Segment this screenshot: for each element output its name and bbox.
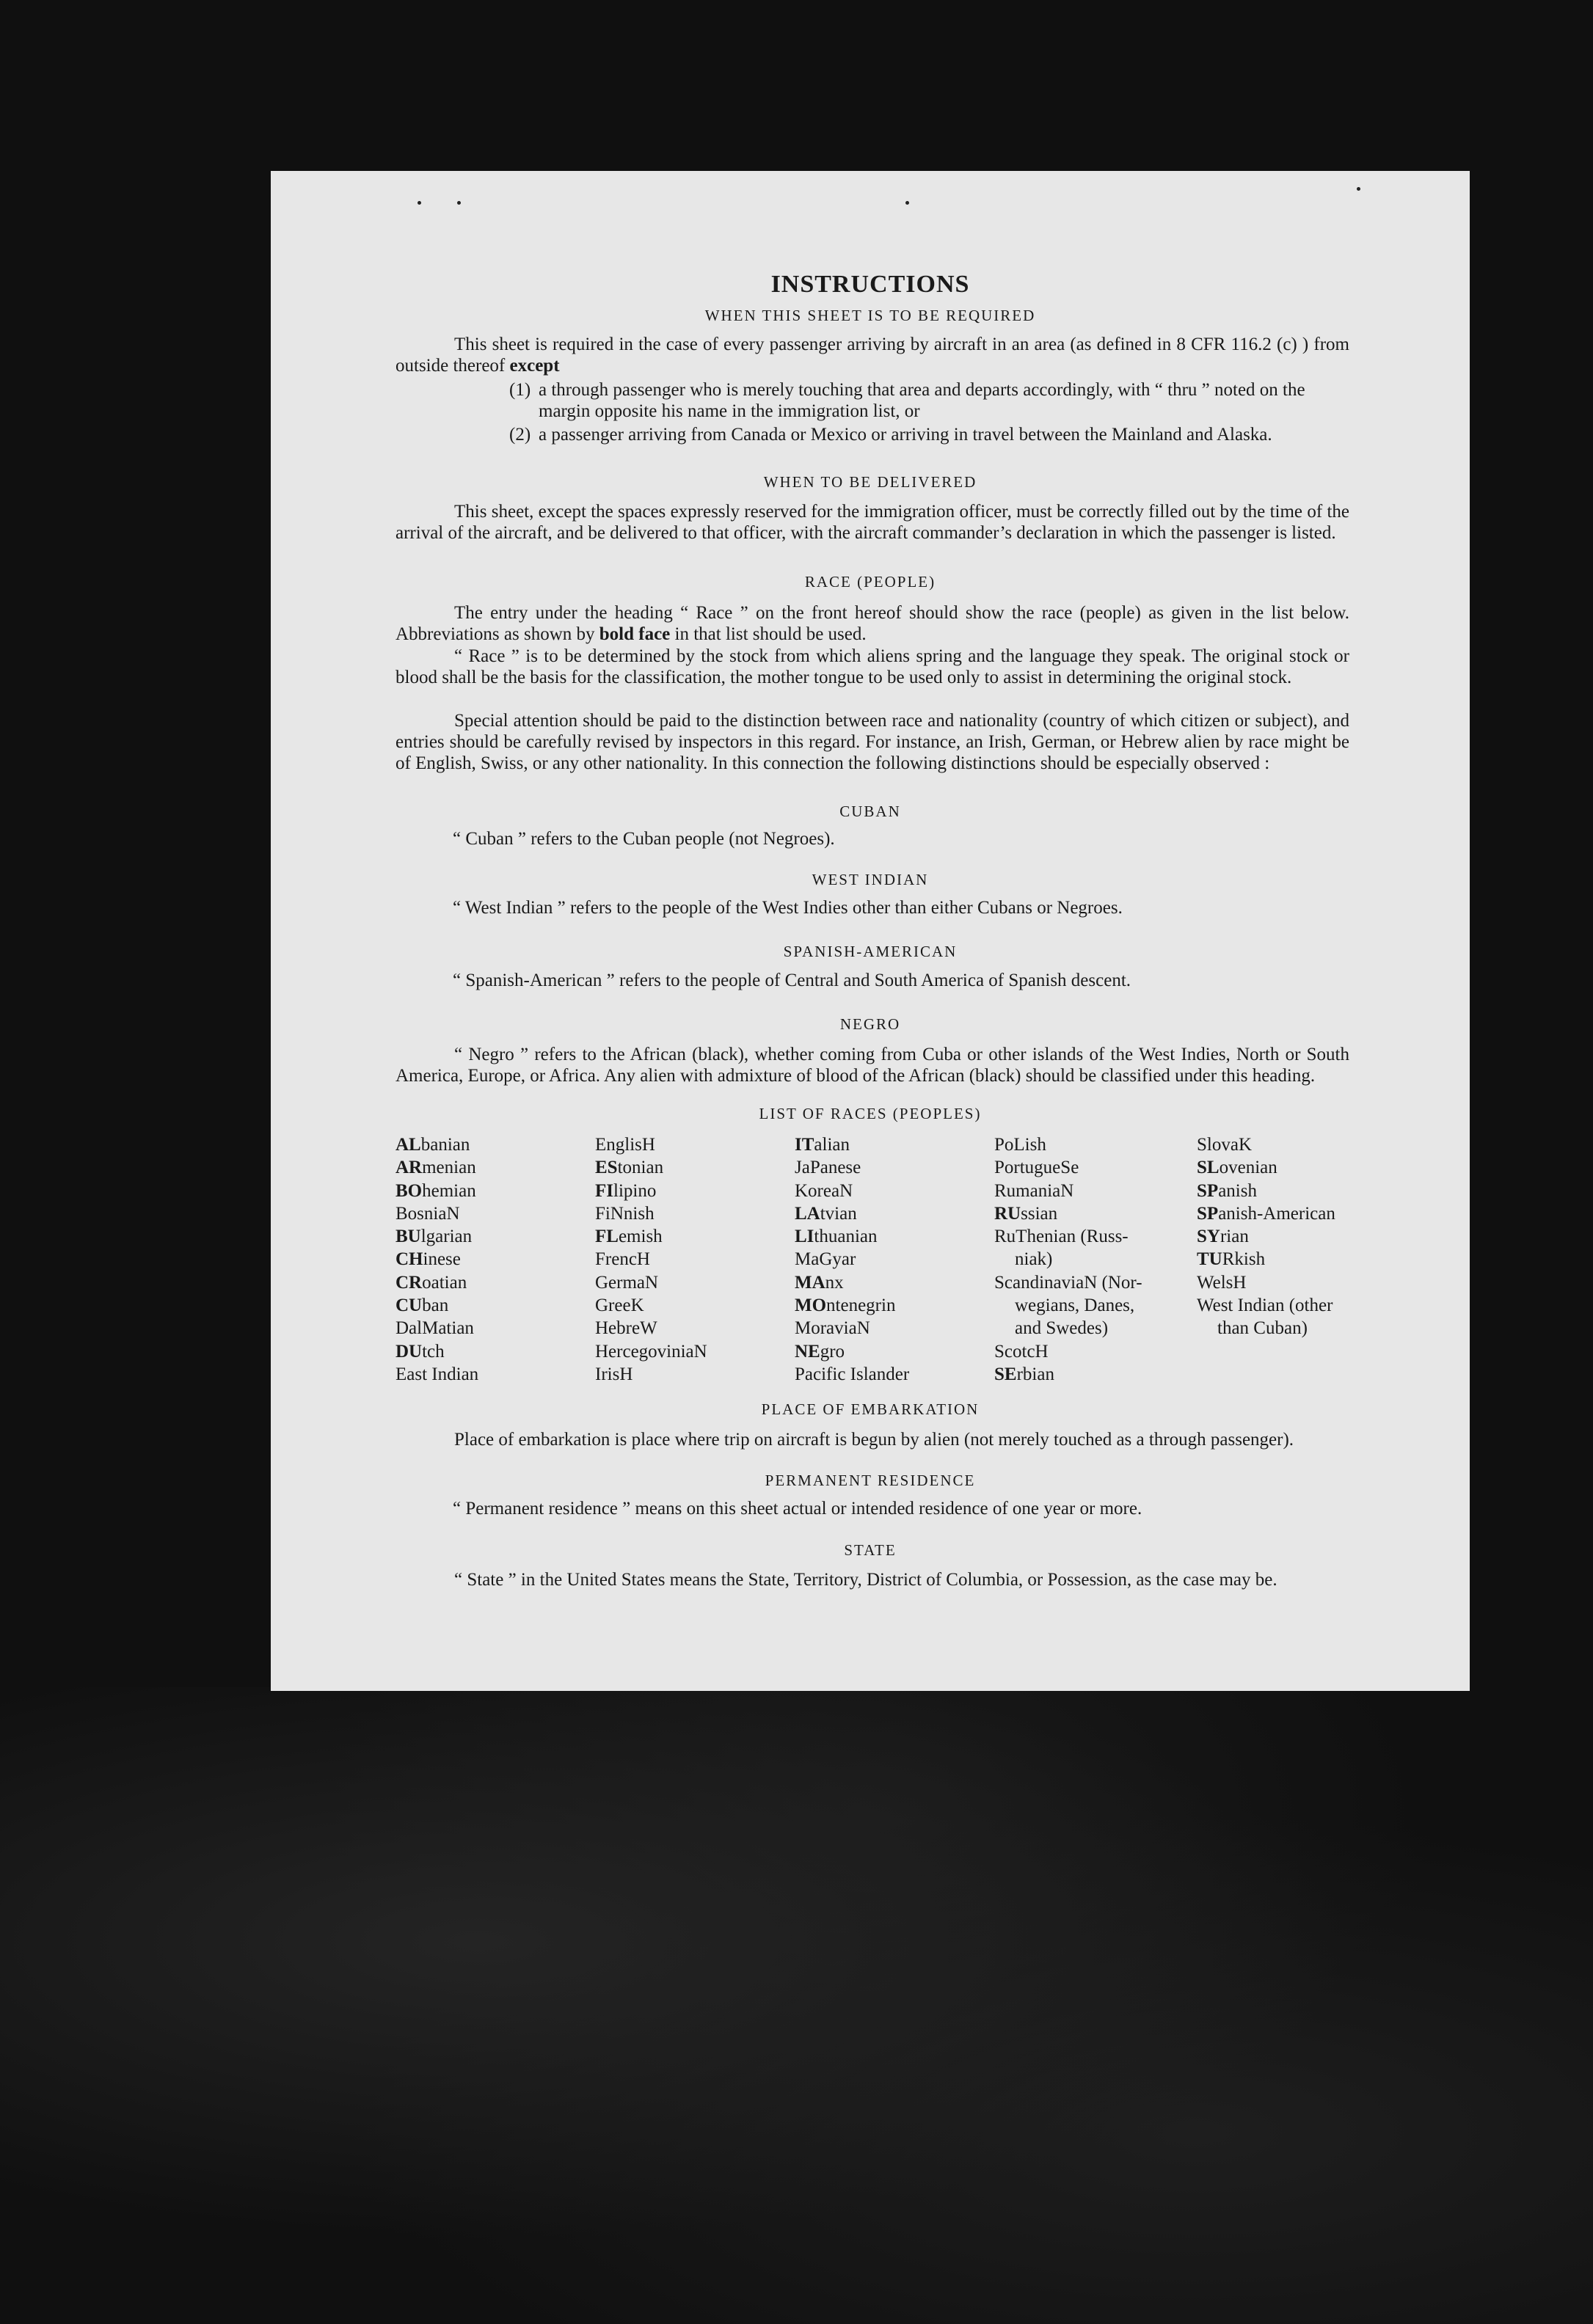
race-entry <box>395 1180 594 1202</box>
race-name: nx <box>825 1272 844 1293</box>
race-entry <box>1197 1225 1395 1248</box>
race-entry <box>795 1317 993 1340</box>
race-abbreviation: MA <box>795 1272 825 1293</box>
when-required-intro: This sheet is required in the case of every passenger arriving by aircraft in an area (as defined in 8 CFR 116.2 (c) ) from outside thereof except <box>395 335 1349 376</box>
race-entry <box>395 1156 594 1179</box>
race-abbreviation: TU <box>1197 1249 1222 1270</box>
race-entry <box>994 1340 1192 1363</box>
race-name: gro <box>820 1341 845 1362</box>
race-entry <box>595 1202 793 1225</box>
race-entry <box>595 1180 793 1202</box>
heading-spanish-american: SPANISH-AMERICAN <box>783 943 958 960</box>
races-column-1 <box>395 1133 594 1386</box>
race-name: tvian <box>820 1203 857 1224</box>
race-entry <box>595 1363 793 1386</box>
scan-speck <box>1357 187 1360 191</box>
race-name-tail: N <box>693 1341 707 1362</box>
race-name: DalMatian <box>395 1318 474 1339</box>
race-name: ban <box>422 1296 449 1316</box>
race-abbreviation: SP <box>1197 1203 1219 1224</box>
races-column-3 <box>795 1133 993 1386</box>
scan-speck <box>905 201 909 205</box>
race-abbreviation: RU <box>994 1203 1021 1224</box>
race-name: rian <box>1220 1227 1249 1247</box>
race-entry <box>994 1225 1192 1248</box>
race-name: RuThenian (Russ- <box>994 1227 1129 1247</box>
race-entry <box>595 1156 793 1179</box>
race-paragraph-2: “ Race ” is to be determined by the stock from which aliens spring and the language they speak. The original stock or blood shall be the basis for the classification, the mother tongue to be used only to assist in determining the original stock. <box>395 646 1349 687</box>
race-name-tail: H <box>636 1249 650 1270</box>
race-entry <box>994 1294 1192 1317</box>
race-name: oatian <box>422 1272 467 1293</box>
west-indian-definition: “ West Indian ” refers to the people of the West Indies other than either Cubans or Negroes. <box>453 898 1123 918</box>
race-entry <box>395 1363 594 1386</box>
race-name: anish <box>1218 1180 1257 1201</box>
race-name-tail: N <box>645 1272 659 1293</box>
race-entry <box>994 1363 1192 1386</box>
race-name: Wels <box>1197 1272 1233 1293</box>
race-name: tonian <box>617 1158 664 1178</box>
race-name: rbian <box>1016 1364 1054 1384</box>
race-name-tail: H <box>619 1364 633 1384</box>
race-abbreviation: DU <box>395 1341 423 1362</box>
race-name-tail: K <box>1238 1135 1253 1155</box>
race-entry <box>1197 1248 1395 1271</box>
race-entry <box>795 1248 993 1271</box>
race-name: Rkish <box>1222 1249 1266 1270</box>
race-name: ovenian <box>1219 1158 1277 1178</box>
race-abbreviation: SY <box>1197 1227 1220 1247</box>
race-entry <box>395 1271 594 1294</box>
race-name: tch <box>422 1341 445 1362</box>
race-entry <box>795 1202 993 1225</box>
race-entry <box>395 1133 594 1156</box>
when-delivered-text: This sheet, except the spaces expressly reserved for the immigration officer, must be correctly filled out by the time of the arrival of the aircraft, and be delivered to that officer, with the aircraft commander’s declaration in which the passenger is listed. <box>395 502 1349 543</box>
race-name: menian <box>422 1158 476 1178</box>
race-name: East Indian <box>395 1364 479 1384</box>
race-entry <box>595 1317 793 1340</box>
race-entry <box>595 1294 793 1317</box>
race-name: Englis <box>595 1135 642 1155</box>
race-name: Iris <box>595 1364 620 1384</box>
race-name-tail: W <box>640 1318 657 1339</box>
race-name: Frenc <box>595 1249 637 1270</box>
races-column-2 <box>595 1133 793 1386</box>
race-name-tail: N <box>446 1203 460 1224</box>
race-abbreviation: BO <box>395 1180 423 1201</box>
race-abbreviation: LA <box>795 1203 820 1224</box>
race-name: FiNnish <box>595 1203 655 1224</box>
race-entry <box>1197 1180 1395 1202</box>
race-entry <box>795 1363 993 1386</box>
race-name: MaGyar <box>795 1249 856 1270</box>
race-name-tail: N <box>839 1180 853 1201</box>
race-abbreviation: FL <box>595 1227 619 1247</box>
race-name: wegians, Danes, <box>1015 1296 1135 1316</box>
heading-when-required: WHEN THIS SHEET IS TO BE REQUIRED <box>704 307 1036 324</box>
heading-race: RACE (PEOPLE) <box>804 573 936 591</box>
race-name-tail: H <box>1035 1341 1049 1362</box>
race-entry <box>1197 1156 1395 1179</box>
heading-negro: NEGRO <box>839 1015 901 1033</box>
race-abbreviation: SE <box>994 1364 1017 1384</box>
race-abbreviation: CH <box>395 1249 423 1270</box>
race-name: Rumania <box>994 1180 1061 1201</box>
race-abbreviation: FI <box>595 1180 613 1201</box>
heading-place-of-embarkation: PLACE OF EMBARKATION <box>761 1400 980 1418</box>
embarkation-definition: Place of embarkation is place where trip on aircraft is begun by alien (not merely touched as a through passenger). <box>454 1430 1294 1450</box>
heading-state: STATE <box>844 1541 897 1559</box>
race-entry <box>395 1225 594 1248</box>
race-name: JaPanese <box>795 1158 861 1178</box>
race-abbreviation: AL <box>395 1135 421 1155</box>
race-entry <box>795 1225 993 1248</box>
race-abbreviation: SL <box>1197 1158 1220 1178</box>
race-entry <box>994 1248 1192 1271</box>
race-name: PortugueS <box>994 1158 1071 1178</box>
race-abbreviation: LI <box>795 1227 814 1247</box>
race-name: thuanian <box>814 1227 878 1247</box>
race-name: Hercegovinia <box>595 1341 694 1362</box>
race-name: Bosnia <box>395 1203 447 1224</box>
race-abbreviation: CR <box>395 1272 423 1293</box>
race-name: and Swedes) <box>1015 1318 1109 1339</box>
race-entry <box>595 1133 793 1156</box>
heading-west-indian: WEST INDIAN <box>812 871 929 888</box>
scan-background <box>0 1687 1593 2324</box>
race-entry <box>1197 1133 1395 1156</box>
race-entry <box>795 1340 993 1363</box>
race-name: inese <box>423 1249 461 1270</box>
race-name: Moravia <box>795 1318 857 1339</box>
race-paragraph-1: The entry under the heading “ Race ” on the front hereof should show the race (people) as given in the list below. Abbreviations as shown by bold face in that list should be used. <box>395 603 1349 644</box>
race-entry <box>595 1340 793 1363</box>
race-name: hemian <box>422 1180 476 1201</box>
race-entry <box>1197 1317 1395 1340</box>
race-name-tail: H <box>641 1135 655 1155</box>
race-entry <box>1197 1271 1395 1294</box>
race-name: Korea <box>795 1180 840 1201</box>
race-name: niak) <box>1015 1249 1053 1270</box>
race-name: Scotc <box>994 1341 1035 1362</box>
race-name: ssian <box>1021 1203 1058 1224</box>
race-name: lipino <box>613 1180 657 1201</box>
race-name: West Indian (other <box>1197 1296 1333 1316</box>
race-entry <box>795 1133 993 1156</box>
race-entry <box>1197 1294 1395 1317</box>
race-name-tail: e <box>1071 1158 1079 1178</box>
races-column-5 <box>1197 1133 1395 1340</box>
race-entry <box>595 1271 793 1294</box>
instruction-sheet <box>271 171 1470 1691</box>
race-entry <box>994 1271 1192 1294</box>
race-name: alian <box>814 1135 850 1155</box>
race-name: PoLish <box>994 1135 1046 1155</box>
race-entry <box>395 1202 594 1225</box>
race-name-tail: N <box>1060 1180 1074 1201</box>
races-column-4 <box>994 1133 1192 1386</box>
race-entry <box>795 1294 993 1317</box>
race-abbreviation: ES <box>595 1158 618 1178</box>
race-entry <box>994 1133 1192 1156</box>
scan-speck <box>457 201 461 205</box>
race-name: emish <box>618 1227 663 1247</box>
race-name: lgarian <box>420 1227 473 1247</box>
race-name-tail: K <box>630 1296 644 1316</box>
race-entry <box>994 1317 1192 1340</box>
race-paragraph-3: Special attention should be paid to the distinction between race and nationality (country of which citizen or subject), and entries should be carefully revised by inspectors in this regard. For instance, an Irish, German, or Hebrew alien by race might be of English, Swiss, or any other nationality. In this connection the following distinctions should be especially observed : <box>395 711 1349 773</box>
race-entry <box>994 1180 1192 1202</box>
race-entry <box>395 1317 594 1340</box>
race-name: ntenegrin <box>826 1296 896 1316</box>
race-name: Scandinavia <box>994 1272 1085 1293</box>
race-entry <box>994 1156 1192 1179</box>
race-name: Germa <box>595 1272 646 1293</box>
race-name: Pacific Islander <box>795 1364 910 1384</box>
heading-when-delivered: WHEN TO BE DELIVERED <box>763 473 977 491</box>
residence-definition: “ Permanent residence ” means on this sheet actual or intended residence of one year or more. <box>453 1499 1142 1519</box>
race-entry <box>395 1248 594 1271</box>
race-name: anish-American <box>1218 1203 1335 1224</box>
race-entry <box>395 1294 594 1317</box>
race-entry <box>795 1271 993 1294</box>
cuban-definition: “ Cuban ” refers to the Cuban people (not Negroes). <box>453 829 835 849</box>
race-entry <box>994 1202 1192 1225</box>
state-definition: “ State ” in the United States means the State, Territory, District of Columbia, or Possession, as the case may be. <box>454 1570 1277 1590</box>
page-title: INSTRUCTIONS <box>770 271 970 298</box>
race-entry <box>595 1225 793 1248</box>
race-abbreviation: BU <box>395 1227 421 1247</box>
race-name-tail: N <box>856 1318 870 1339</box>
race-entry <box>1197 1202 1395 1225</box>
negro-definition: “ Negro ” refers to the African (black), whether coming from Cuba or other islands of the West Indies, North or South America, Europe, or Africa. Any alien with admixture of blood of the African (black) should be classified under this heading. <box>395 1045 1349 1086</box>
scan-speck <box>418 201 421 205</box>
race-abbreviation: CU <box>395 1296 423 1316</box>
exception-item-2: (2) a passenger arriving from Canada or Mexico or arriving in travel between the Mainland and Alaska. <box>509 425 1272 445</box>
race-name: Slova <box>1197 1135 1239 1155</box>
race-entry <box>595 1248 793 1271</box>
race-name: Hebre <box>595 1318 641 1339</box>
race-abbreviation: SP <box>1197 1180 1219 1201</box>
heading-cuban: CUBAN <box>839 803 901 820</box>
race-name-tail: H <box>1233 1272 1247 1293</box>
race-entry <box>795 1180 993 1202</box>
race-name: banian <box>420 1135 470 1155</box>
race-entry <box>795 1156 993 1179</box>
race-name: Gree <box>595 1296 631 1316</box>
exception-item-1: (1) a through passenger who is merely touching that area and departs accordingly, with “ thru ” noted on the margin opposite his name in the immigration list, or <box>509 380 1305 421</box>
race-abbreviation: MO <box>795 1296 827 1316</box>
race-name-tail: N (Nor- <box>1084 1272 1142 1293</box>
race-abbreviation: NE <box>795 1341 820 1362</box>
heading-permanent-residence: PERMANENT RESIDENCE <box>765 1472 976 1489</box>
race-entry <box>395 1340 594 1363</box>
race-name: than Cuban) <box>1217 1318 1308 1339</box>
spanish-american-definition: “ Spanish-American ” refers to the people of Central and South America of Spanish descent. <box>453 971 1131 990</box>
heading-list-of-races: LIST OF RACES (PEOPLES) <box>759 1105 982 1122</box>
race-abbreviation: AR <box>395 1158 423 1178</box>
race-abbreviation: IT <box>795 1135 814 1155</box>
